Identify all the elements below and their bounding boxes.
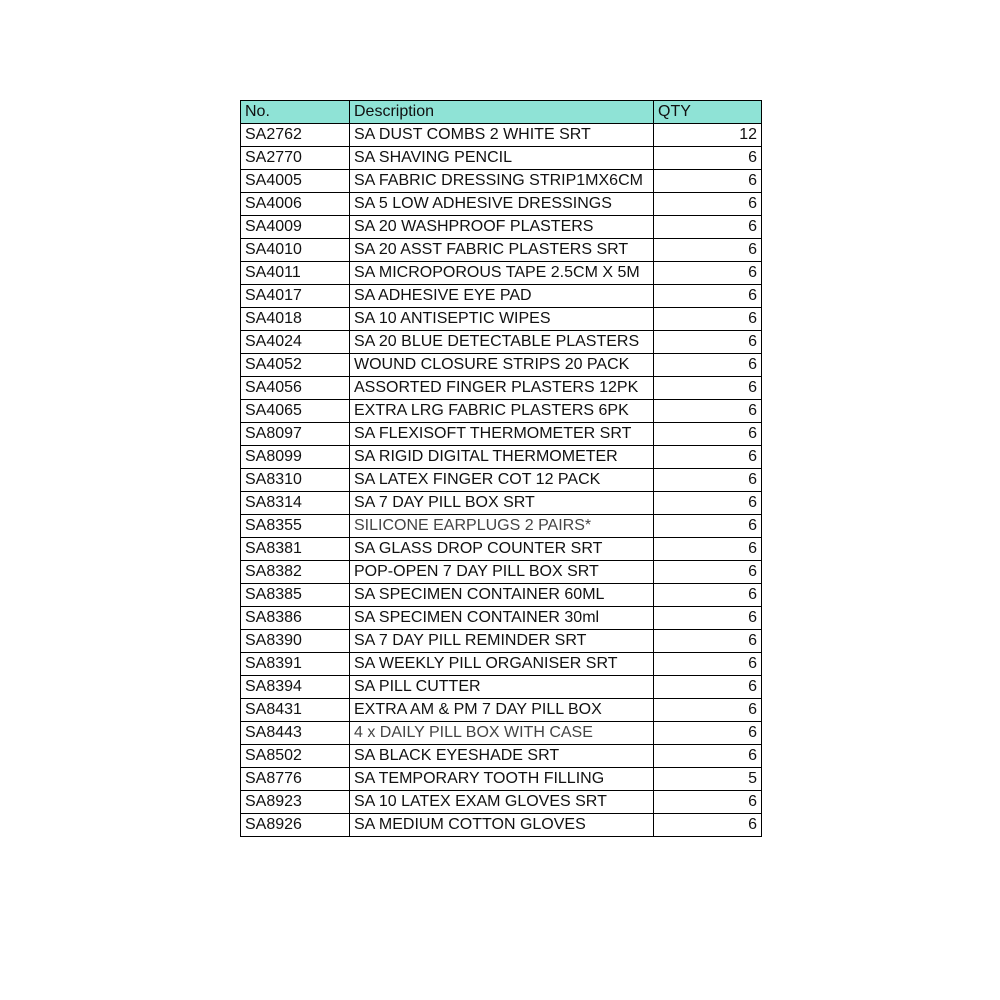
quantity-cell: 6 [654, 561, 762, 584]
description-cell: SA MICROPOROUS TAPE 2.5CM X 5M [350, 262, 654, 285]
table-row [241, 607, 762, 630]
item-number-cell: SA8391 [241, 653, 350, 676]
description-cell: SILICONE EARPLUGS 2 PAIRS* [350, 515, 654, 538]
description-cell: SA FLEXISOFT THERMOMETER SRT [350, 423, 654, 446]
table-row [241, 768, 762, 791]
description-cell: SA 20 BLUE DETECTABLE PLASTERS [350, 331, 654, 354]
item-number-cell: SA8431 [241, 699, 350, 722]
table-row [241, 400, 762, 423]
quantity-cell: 6 [654, 354, 762, 377]
quantity-cell: 6 [654, 607, 762, 630]
description-cell: SA MEDIUM COTTON GLOVES [350, 814, 654, 837]
description-cell: SA 10 ANTISEPTIC WIPES [350, 308, 654, 331]
item-number-cell: SA4052 [241, 354, 350, 377]
quantity-cell: 6 [654, 377, 762, 400]
table-row [241, 423, 762, 446]
item-number-cell: SA8926 [241, 814, 350, 837]
column-header-description: Description [350, 101, 654, 124]
table-row [241, 630, 762, 653]
table-row [241, 492, 762, 515]
item-number-cell: SA8394 [241, 676, 350, 699]
quantity-cell: 6 [654, 216, 762, 239]
item-number-cell: SA8381 [241, 538, 350, 561]
item-number-cell: SA2770 [241, 147, 350, 170]
table-row [241, 653, 762, 676]
item-number-cell: SA4017 [241, 285, 350, 308]
description-cell: SA 7 DAY PILL BOX SRT [350, 492, 654, 515]
table-row [241, 262, 762, 285]
quantity-cell: 6 [654, 400, 762, 423]
quantity-cell: 6 [654, 285, 762, 308]
description-cell: SA 20 ASST FABRIC PLASTERS SRT [350, 239, 654, 262]
quantity-cell: 6 [654, 676, 762, 699]
table-row [241, 515, 762, 538]
product-quantity-table [240, 100, 762, 837]
description-cell: SA SPECIMEN CONTAINER 30ml [350, 607, 654, 630]
quantity-cell: 6 [654, 699, 762, 722]
table-row [241, 538, 762, 561]
quantity-cell: 6 [654, 423, 762, 446]
quantity-cell: 6 [654, 722, 762, 745]
quantity-cell: 6 [654, 193, 762, 216]
item-number-cell: SA8310 [241, 469, 350, 492]
description-cell: SA DUST COMBS 2 WHITE SRT [350, 124, 654, 147]
table-row [241, 147, 762, 170]
table-row [241, 699, 762, 722]
quantity-cell: 6 [654, 538, 762, 561]
item-number-cell: SA4005 [241, 170, 350, 193]
table-row [241, 170, 762, 193]
quantity-cell: 6 [654, 147, 762, 170]
item-number-cell: SA2762 [241, 124, 350, 147]
column-header-no: No. [241, 101, 350, 124]
description-cell: SA PILL CUTTER [350, 676, 654, 699]
table-row [241, 239, 762, 262]
quantity-cell: 6 [654, 331, 762, 354]
item-number-cell: SA8502 [241, 745, 350, 768]
item-number-cell: SA8385 [241, 584, 350, 607]
table-row [241, 561, 762, 584]
table-row [241, 308, 762, 331]
description-cell: POP-OPEN 7 DAY PILL BOX SRT [350, 561, 654, 584]
description-cell: SA 5 LOW ADHESIVE DRESSINGS [350, 193, 654, 216]
table-row [241, 722, 762, 745]
item-number-cell: SA8923 [241, 791, 350, 814]
description-cell: SA RIGID DIGITAL THERMOMETER [350, 446, 654, 469]
table-row [241, 745, 762, 768]
quantity-cell: 6 [654, 170, 762, 193]
quantity-cell: 6 [654, 308, 762, 331]
quantity-cell: 6 [654, 745, 762, 768]
item-number-cell: SA4011 [241, 262, 350, 285]
table-row [241, 124, 762, 147]
description-cell: SA 7 DAY PILL REMINDER SRT [350, 630, 654, 653]
item-number-cell: SA4018 [241, 308, 350, 331]
table-row [241, 469, 762, 492]
description-cell: SA SPECIMEN CONTAINER 60ML [350, 584, 654, 607]
description-cell: SA ADHESIVE EYE PAD [350, 285, 654, 308]
table-row [241, 285, 762, 308]
item-number-cell: SA4024 [241, 331, 350, 354]
item-number-cell: SA8443 [241, 722, 350, 745]
description-cell: WOUND CLOSURE STRIPS 20 PACK [350, 354, 654, 377]
quantity-cell: 6 [654, 515, 762, 538]
table-row [241, 446, 762, 469]
quantity-cell: 6 [654, 469, 762, 492]
table-body [241, 124, 762, 837]
quantity-cell: 6 [654, 791, 762, 814]
description-cell: EXTRA AM & PM 7 DAY PILL BOX [350, 699, 654, 722]
table-row [241, 216, 762, 239]
table-row [241, 354, 762, 377]
quantity-cell: 6 [654, 814, 762, 837]
quantity-cell: 6 [654, 630, 762, 653]
item-number-cell: SA4056 [241, 377, 350, 400]
item-number-cell: SA8776 [241, 768, 350, 791]
item-number-cell: SA4009 [241, 216, 350, 239]
quantity-cell: 6 [654, 584, 762, 607]
description-cell: SA 10 LATEX EXAM GLOVES SRT [350, 791, 654, 814]
quantity-cell: 6 [654, 446, 762, 469]
item-number-cell: SA8386 [241, 607, 350, 630]
quantity-cell: 6 [654, 653, 762, 676]
header-row [241, 101, 762, 124]
quantity-cell: 6 [654, 239, 762, 262]
table-row [241, 814, 762, 837]
description-cell: SA BLACK EYESHADE SRT [350, 745, 654, 768]
table-row [241, 676, 762, 699]
table-row [241, 377, 762, 400]
table-row [241, 193, 762, 216]
item-number-cell: SA8314 [241, 492, 350, 515]
quantity-cell: 6 [654, 492, 762, 515]
item-number-cell: SA4010 [241, 239, 350, 262]
item-number-cell: SA8099 [241, 446, 350, 469]
table-row [241, 791, 762, 814]
item-number-cell: SA8355 [241, 515, 350, 538]
table-row [241, 331, 762, 354]
column-header-qty: QTY [654, 101, 762, 124]
description-cell: SA WEEKLY PILL ORGANISER SRT [350, 653, 654, 676]
description-cell: SA SHAVING PENCIL [350, 147, 654, 170]
description-cell: ASSORTED FINGER PLASTERS 12PK [350, 377, 654, 400]
quantity-cell: 6 [654, 262, 762, 285]
item-number-cell: SA4065 [241, 400, 350, 423]
quantity-cell: 5 [654, 768, 762, 791]
item-number-cell: SA4006 [241, 193, 350, 216]
item-number-cell: SA8390 [241, 630, 350, 653]
item-number-cell: SA8382 [241, 561, 350, 584]
description-cell: SA FABRIC DRESSING STRIP1MX6CM [350, 170, 654, 193]
item-number-cell: SA8097 [241, 423, 350, 446]
table-header [241, 101, 762, 124]
description-cell: 4 x DAILY PILL BOX WITH CASE [350, 722, 654, 745]
description-cell: SA TEMPORARY TOOTH FILLING [350, 768, 654, 791]
description-cell: EXTRA LRG FABRIC PLASTERS 6PK [350, 400, 654, 423]
quantity-cell: 12 [654, 124, 762, 147]
description-cell: SA 20 WASHPROOF PLASTERS [350, 216, 654, 239]
description-cell: SA GLASS DROP COUNTER SRT [350, 538, 654, 561]
table-row [241, 584, 762, 607]
description-cell: SA LATEX FINGER COT 12 PACK [350, 469, 654, 492]
